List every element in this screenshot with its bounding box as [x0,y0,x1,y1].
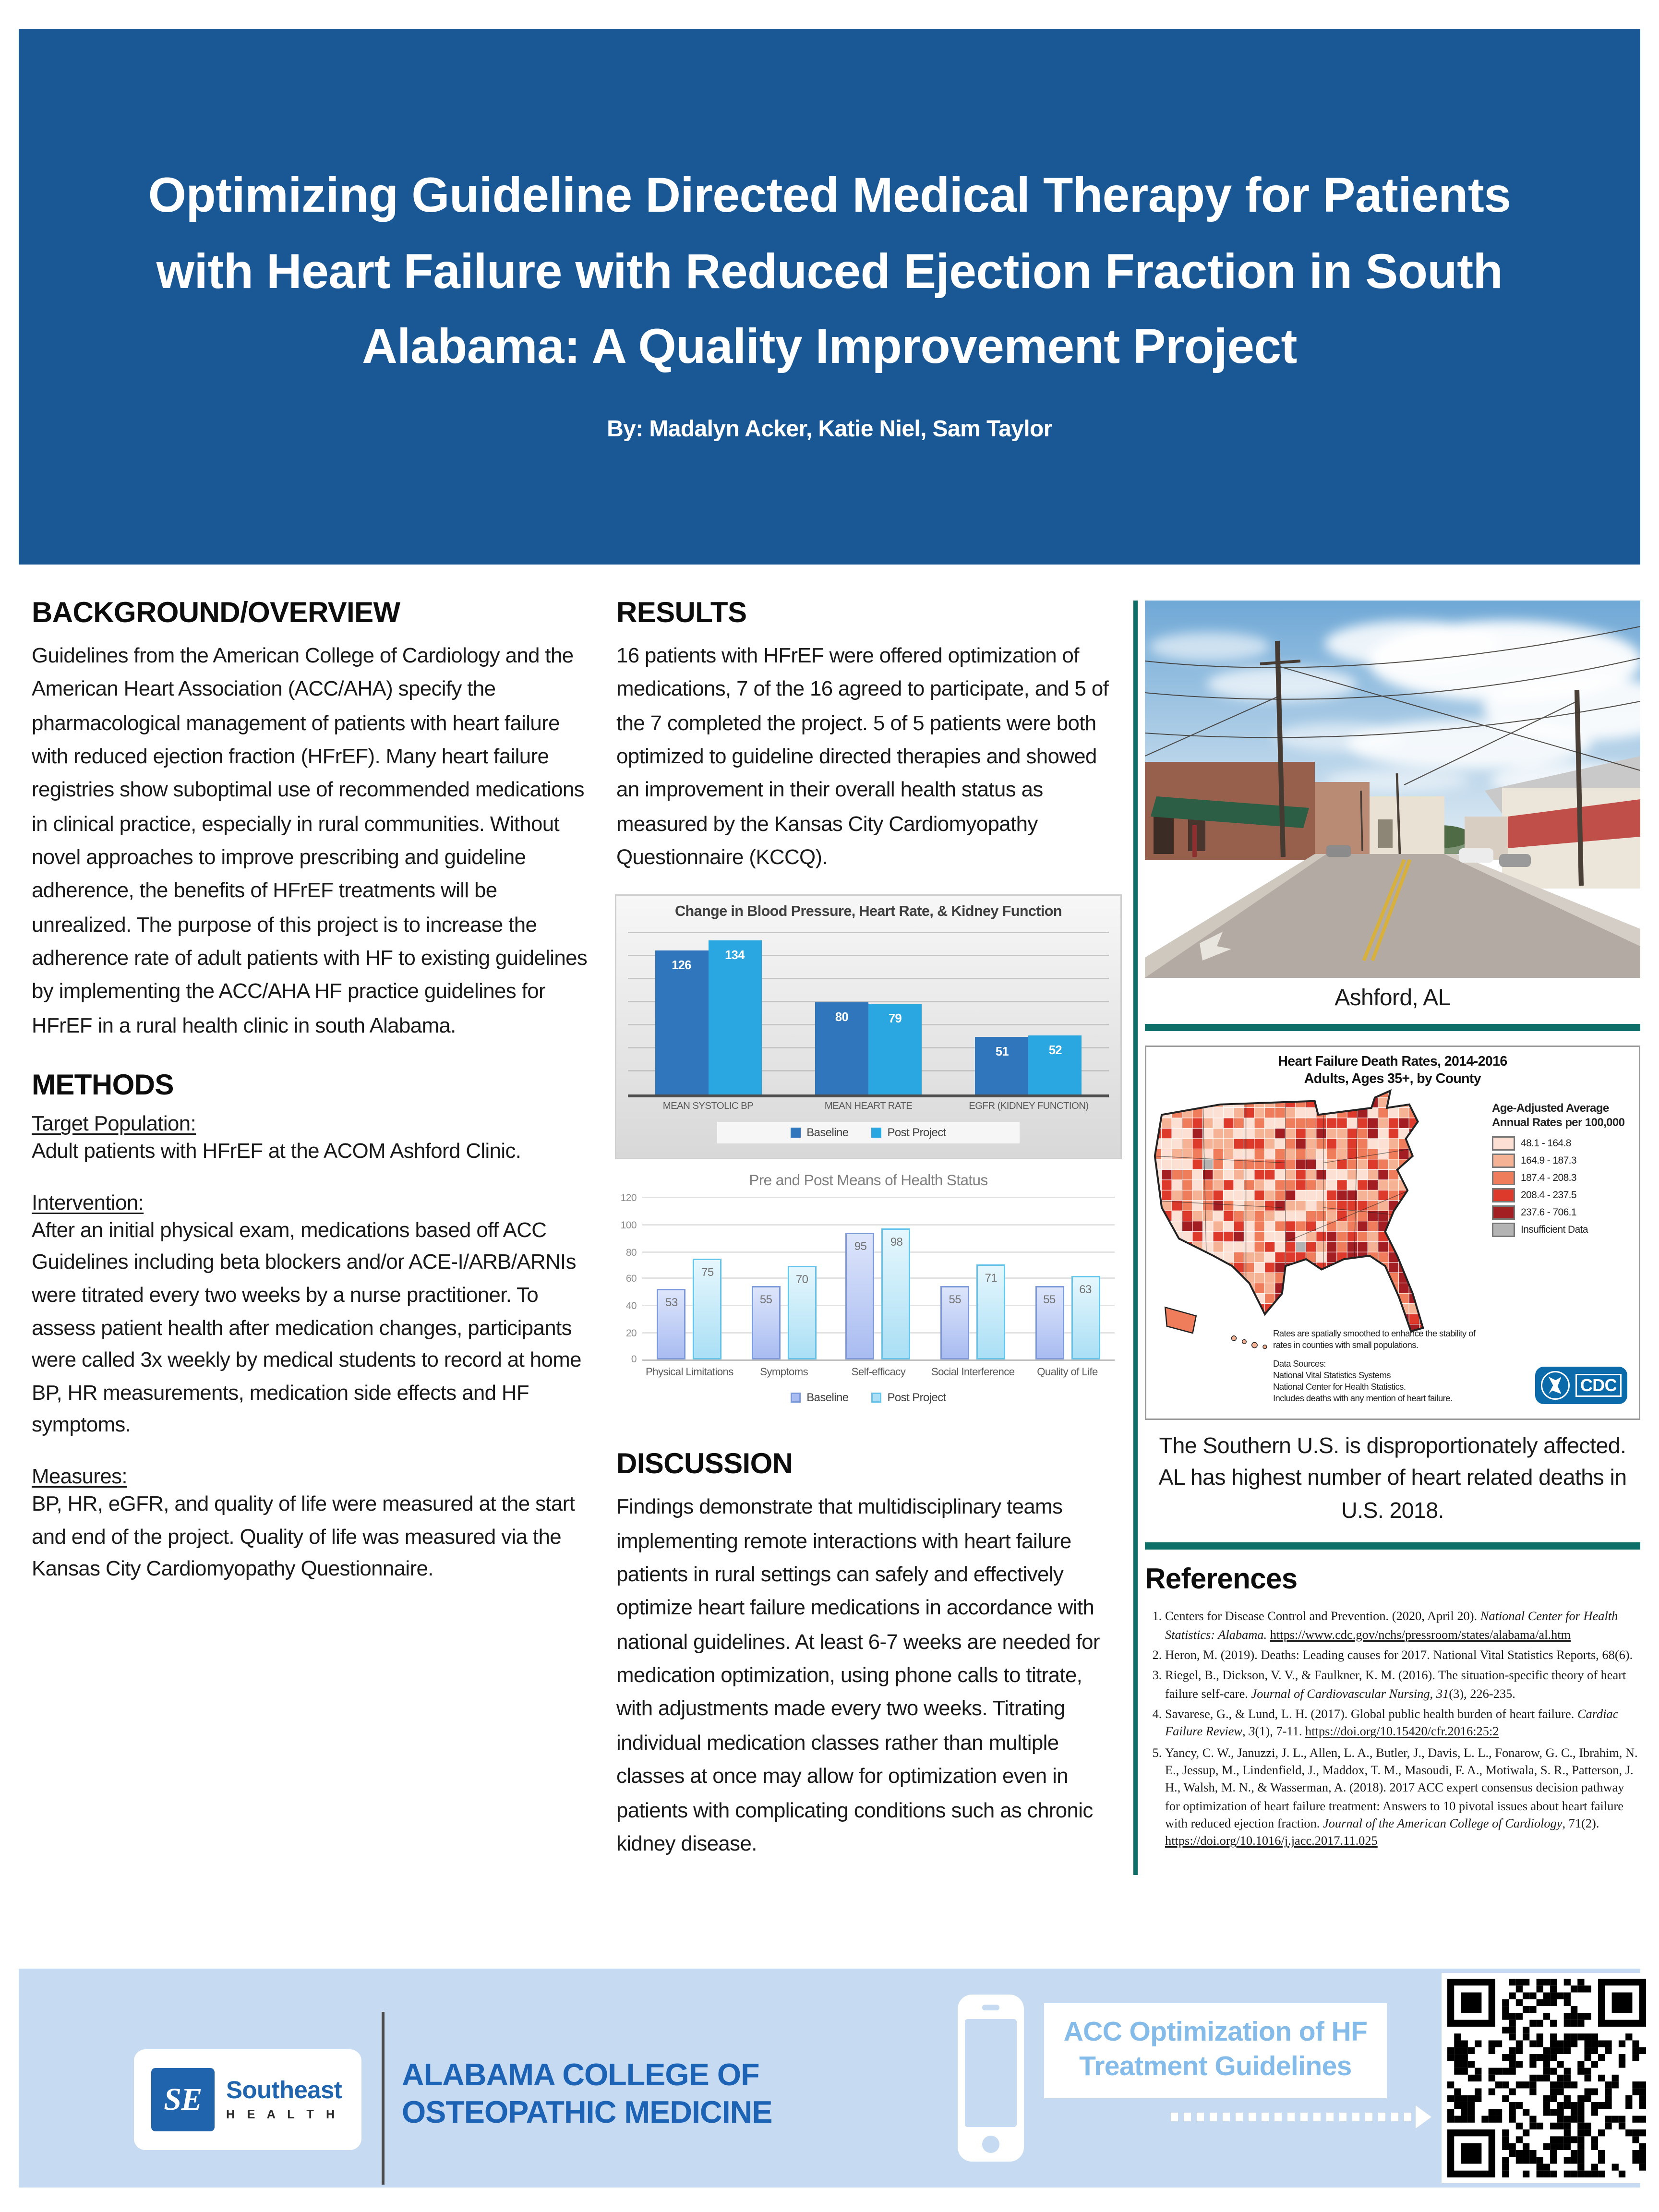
category-label: Symptoms [760,1366,808,1379]
reference-text: , 71(2). [1562,1815,1599,1830]
reference-text: Heron, M. (2019). Deaths: Leading causes for 2017. National Vital Statistics Reports, 68(6). [1165,1647,1633,1662]
bar-value-label: 71 [985,1272,997,1285]
reference-text: Journal of the American College of Cardiology [1323,1815,1563,1830]
photo-ashford-street [1145,601,1640,978]
reference-text: , [1430,1685,1436,1700]
reference-text: Centers for Disease Control and Prevention. (2020, April 20). [1165,1609,1480,1624]
legend-swatch [791,1128,801,1138]
y-axis-tick: 60 [625,1275,637,1286]
bar-baseline [657,1289,686,1360]
category-label: MEAN SYSTOLIC BP [662,1102,754,1113]
southeast-monogram-icon: SE [151,2068,215,2131]
legend-swatch [1492,1223,1515,1237]
legend-item [872,1392,946,1405]
y-axis-tick: 40 [625,1302,637,1312]
reference-text: Riegel, B., Dickson, V. V., & Faulkner, K. M. (2016). The situation-specific theory of heart failure self-care. [1165,1668,1626,1700]
gridline [642,1224,1115,1226]
southeast-sub: H E A L T H [226,2107,339,2122]
bar-post-project [788,1266,817,1360]
bar-post-project [976,1264,1005,1360]
legend-swatch [1492,1188,1515,1202]
reference-text: 3 [1249,1724,1255,1739]
methods-intervention-label: Intervention: [32,1192,144,1215]
legend-swatch [1492,1171,1515,1185]
footer-bar [19,1969,1640,2188]
legend-swatch [1492,1154,1515,1168]
bar-group [975,1035,1082,1095]
reference-text: Yancy, C. W., Januzzi, J. L., Allen, L. A., Butler, J., Davis, L. L., Fonarow, G. C., Ibrahim, N. E., Jessup, M., Lindenfield, J., Maddox, T. M., Masoudi, F. A., Motiwala, S. R., Patterson, J. H., Walsh, M. N., & Wasserman, A. (2018). 2017 ACC expert consensus decision pathway for optimization of heart failure treatment: Answers to 10 pivotal issues about heart failure with reduced ejection fraction. [1165,1744,1638,1830]
legend-label: 208.4 - 237.5 [1521,1190,1576,1201]
hawaii-shapes [1231,1336,1266,1349]
chart2-y-axis [616,1194,639,1366]
chart2-legend [616,1392,1120,1405]
methods-measures-label: Measures: [32,1466,128,1489]
acom-logo-text: ALABAMA COLLEGE OF OSTEOPATHIC MEDICINE [402,2058,772,2130]
bar-value-label: 63 [1079,1282,1092,1296]
reference-link[interactable]: https://doi.org/10.15420/cfr.2016:25:2 [1305,1724,1499,1739]
legend-item [1492,1171,1630,1185]
chart1-legend [717,1122,1020,1144]
legend-item [791,1127,848,1140]
phone-icon [958,1995,1024,2162]
legend-label: Baseline [806,1127,849,1140]
reference-item [1165,1743,1640,1850]
bar-value-label: 98 [890,1235,903,1249]
reference-item [1165,1608,1640,1643]
column-figures-references [1145,601,1640,1852]
legend-label: 164.9 - 187.3 [1521,1155,1576,1166]
y-axis-tick: 80 [625,1248,637,1259]
southeast-health-logo [134,2049,361,2150]
map-panel-heart-failure [1145,1046,1640,1420]
bar-baseline [846,1232,875,1360]
y-axis-tick: 0 [631,1356,637,1366]
bar-value-label: 75 [701,1266,714,1280]
discussion-heading: DISCUSSION [616,1449,793,1481]
reference-text: Cardiac Failure Review [1165,1706,1619,1739]
category-label: Social Interference [931,1366,1015,1379]
footer-separator [382,2012,385,2185]
map-caption: The Southern U.S. is disproportionately affected. AL has highest number of heart related deaths in U.S. 2018. [1158,1434,1627,1524]
results-heading: RESULTS [616,598,747,629]
column-divider [1133,601,1138,1875]
bar-group [752,1266,817,1360]
bar-value-label: 55 [949,1293,961,1307]
legend-label: Post Project [887,1392,946,1405]
bar-group [940,1264,1005,1360]
cdc-logo: CDC [1535,1367,1627,1404]
chart1-title: Change in Blood Pressure, Heart Rate, & Kidney Function [675,905,1062,921]
bar-value-label: 55 [759,1293,772,1307]
column-background-methods [32,598,596,1587]
chart1-category-axis [628,1102,1109,1112]
map-legend-rows [1492,1136,1630,1237]
reference-text: 31 [1436,1685,1449,1700]
chart-bp-hr-kidney [616,896,1120,1158]
authors-byline: By: Madalyn Acker, Katie Niel, Sam Taylor [607,418,1052,443]
reference-link[interactable]: https://www.cdc.gov/nchs/pressroom/states/alabama/al.htm [1270,1627,1571,1642]
map-note-sources: Data Sources: National Vital Statistics Systems National Center for Health Statistics. Includes deaths with any mention of heart failure. [1273,1359,1453,1404]
reference-text: National Center for Health Statistics: Alabama. [1165,1609,1618,1642]
map-footnotes [1273,1329,1483,1413]
poster-header [19,29,1640,565]
chart2-title: Pre and Post Means of Health Status [749,1173,988,1190]
legend-swatch [1492,1136,1515,1151]
bar-value-label: 52 [1048,1042,1062,1057]
reference-item [1165,1705,1640,1741]
legend-swatch [872,1128,882,1138]
chart1-plot-area [628,934,1109,1098]
bar-group [815,1003,922,1095]
y-axis-tick: 20 [625,1329,637,1339]
methods-target-label: Target Population: [32,1113,196,1137]
page-title: Optimizing Guideline Directed Medical Therapy for Patients with Heart Failure with Reduced Ejection Fraction in South Alabama: A Quality Improvement Project [148,168,1511,375]
reference-text: (1), 7-11. [1255,1724,1306,1739]
bar-group [1035,1275,1100,1360]
legend-item [1492,1136,1630,1151]
map-legend-title: Age-Adjusted Average Annual Rates per 100,000 [1492,1102,1625,1129]
reference-text: Journal of Cardiovascular Nursing [1251,1685,1430,1700]
map-note-smoothing: Rates are spatially smoothed to enhance the stability of rates in counties with small populations. [1273,1328,1476,1351]
category-label: Quality of Life [1037,1366,1098,1379]
bar-value-label: 95 [854,1239,867,1253]
bar-baseline [655,950,708,1095]
legend-item [791,1392,848,1405]
bar-value-label: 134 [725,948,745,962]
bar-value-label: 51 [995,1043,1009,1058]
reference-text: , [1242,1724,1249,1739]
teal-divider-top [1145,1024,1640,1031]
bar-post-project [693,1259,722,1360]
legend-swatch [872,1393,882,1403]
bar-group [655,941,761,1095]
y-axis-tick: 120 [620,1194,637,1205]
results-body: 16 patients with HFrEF were offered optimization of medications, 7 of the 16 agreed to participate, and 5 of the 7 completed the project. 5 of 5 patients were both optimized to guideline directed therapies and showed an improvement in their overall health status as measured by the Kansas City Cardiomyopathy Questionnaire (KCCQ). [616,645,1109,870]
methods-heading: METHODS [32,1070,174,1102]
bar-value-label: 70 [795,1273,808,1286]
gridline [628,932,1109,934]
teal-divider-bottom [1145,1543,1640,1550]
bar-baseline [940,1286,969,1360]
map-legend [1492,1102,1630,1240]
southeast-name: Southeast [226,2076,342,2104]
bar-value-label: 79 [888,1011,902,1026]
category-label: Physical Limitations [646,1366,733,1379]
reference-text [1267,1627,1270,1641]
us-choropleth-map [1149,1087,1437,1354]
bar-value-label: 126 [672,957,691,972]
legend-label: 48.1 - 164.8 [1521,1138,1571,1149]
category-label: MEAN HEART RATE [824,1102,913,1113]
bar-post-project [1029,1035,1082,1095]
legend-item [1492,1154,1630,1168]
legend-item [1492,1223,1630,1237]
methods-intervention-body: After an initial physical exam, medications based off ACC Guidelines including beta blockers and/or ACE-I/ARB/ARNIs were titrated every two weeks by a nurse practitioner. To assess patient health after medication changes, participants were called 3x weekly by medical students to record at home BP, HR measurements, medication side effects and HF symptoms. [32,1219,581,1438]
bar-post-project [882,1228,911,1360]
category-label: EGFR (KIDNEY FUNCTION) [969,1102,1089,1113]
bar-group [846,1228,911,1360]
bar-baseline [815,1003,868,1095]
legend-item [872,1127,946,1140]
legend-label: 187.4 - 208.3 [1521,1173,1576,1183]
references-list [1145,1608,1640,1850]
dotted-arrow-icon [1171,2113,1416,2121]
gridline [642,1197,1115,1199]
y-axis-tick: 100 [620,1221,637,1232]
bar-baseline [1035,1286,1064,1360]
chart-health-status [616,1170,1120,1435]
methods-target-body: Adult patients with HFrEF at the ACOM Ashford Clinic. [32,1141,521,1164]
acc-guidelines-callout: ACC Optimization of HF Treatment Guidelines [1044,2003,1387,2098]
legend-item [1492,1188,1630,1202]
references-heading: References [1145,1564,1298,1597]
reference-item [1165,1667,1640,1702]
bar-baseline [975,1036,1029,1095]
bar-post-project [1071,1275,1100,1360]
legend-label: Insufficient Data [1521,1225,1588,1235]
legend-item [1492,1205,1630,1220]
reference-text: (3), 226-235. [1449,1685,1515,1700]
bar-baseline [752,1286,781,1360]
qr-code [1442,1973,1652,2183]
bar-group [657,1259,722,1360]
legend-label: Post Project [887,1127,946,1140]
category-label: Self-efficacy [851,1366,906,1379]
legend-label: 237.6 - 706.1 [1521,1207,1576,1218]
bar-post-project [868,1004,922,1095]
background-body: Guidelines from the American College of Cardiology and the American Heart Association (ACC/AHA) specify the pharmacological management of patients with heart failure with reduced ejection fraction (HFrEF). Many heart failure registries show suboptimal use of recommended medications in clinical practice, especially in rural communities. Without novel approaches to improve prescribing and guideline adherence, the benefits of HFrEF treatments will be unrealized. The purpose of this project is to increase the adherence rate of adult patients with HF to existing guidelines by implementing the ACC/AHA HF practice guidelines for HFrEF in a rural health clinic in south Alabama. [32,645,588,1038]
reference-link[interactable]: https://doi.org/10.1016/j.jacc.2017.11.025 [1165,1833,1378,1848]
reference-text: Savarese, G., & Lund, L. H. (2017). Global public health burden of heart failure. [1165,1706,1577,1721]
hhs-emblem-icon [1541,1371,1570,1400]
methods-measures-body: BP, HR, eGFR, and quality of life were measured at the start and end of the project. Quality of life was measured via the Kansas City Cardiomyopathy Questionnaire. [32,1493,575,1582]
alaska-shape [1165,1307,1196,1333]
chart2-plot-area [642,1199,1115,1361]
bar-value-label: 55 [1043,1293,1056,1307]
photo-caption: Ashford, AL [1334,986,1451,1011]
reference-item [1165,1646,1640,1664]
discussion-body: Findings demonstrate that multidisciplinary teams implementing remote interactions with heart failure patients in rural settings can safely and effectively optimize heart failure medications in accordance with national guidelines. At least 6-7 weeks are needed for medication optimization, using phone calls to titrate, with adjustments made every two weeks. Titrating individual medication classes rather than multiple classes at once may allow for optimization even in patients with complicating conditions such as chronic kidney disease. [616,1497,1100,1856]
legend-swatch [791,1393,801,1403]
bar-post-project [708,941,761,1095]
chart2-category-axis [642,1366,1115,1379]
bar-value-label: 53 [665,1296,678,1309]
column-results-discussion [616,598,1120,1883]
legend-label: Baseline [806,1392,849,1405]
bar-value-label: 80 [835,1010,849,1025]
background-heading: BACKGROUND/OVERVIEW [32,598,400,629]
map-title: Heart Failure Death Rates, 2014-2016 Adults, Ages 35+, by County [1278,1054,1507,1088]
legend-swatch [1492,1205,1515,1220]
